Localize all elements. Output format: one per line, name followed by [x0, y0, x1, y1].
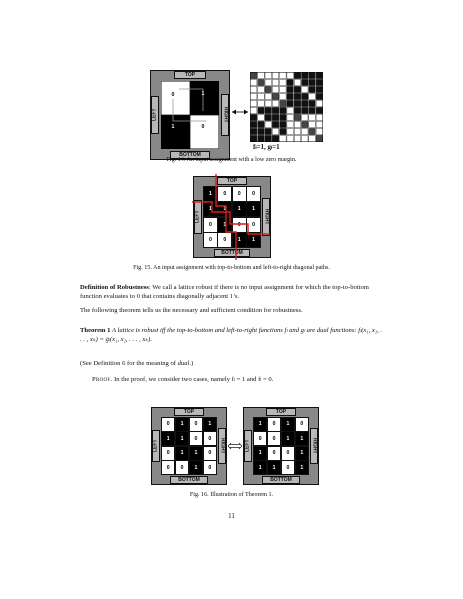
- pixel-cell: [280, 107, 287, 113]
- pixel-cell: [280, 128, 287, 134]
- lattice-cell: 1: [254, 418, 266, 431]
- pixel-cell: [265, 79, 272, 85]
- proof-paragraph: [92, 375, 397, 384]
- lattice-cell: 1: [254, 447, 266, 460]
- lattice-cell: 1: [218, 202, 231, 216]
- pixel-cell: [287, 72, 294, 78]
- pixel-cell: [309, 86, 316, 92]
- pixel-cell: [309, 93, 316, 99]
- pixel-cell: [272, 93, 279, 99]
- lattice-cell: 0: [162, 447, 174, 460]
- lattice-cell: 1: [176, 418, 188, 431]
- pixel-cell: [294, 121, 301, 127]
- fig16-right-top-label: TOP: [266, 408, 296, 416]
- pixel-cell: [280, 79, 287, 85]
- lattice-cell: 0: [282, 461, 294, 474]
- pixel-cell: [287, 86, 294, 92]
- fig14-right-label: RIGHT: [221, 94, 229, 136]
- pixel-cell: [302, 72, 309, 78]
- pixel-cell: [294, 93, 301, 99]
- pixel-cell: [272, 128, 279, 134]
- pixel-cell: [258, 114, 265, 120]
- pixel-cell: [294, 107, 301, 113]
- pixel-cell: [258, 121, 265, 127]
- theorem-heading: Theorem 1: [80, 327, 111, 334]
- pixel-cell: [258, 107, 265, 113]
- pixel-cell: [250, 86, 257, 92]
- pixel-cell: [280, 100, 287, 106]
- pixel-cell: [258, 72, 265, 78]
- pixel-cell: [265, 100, 272, 106]
- pixel-cell: [280, 72, 287, 78]
- lattice-cell: 0: [233, 218, 246, 232]
- lattice-cell: 0: [204, 233, 217, 247]
- pixel-cell: [302, 114, 309, 120]
- fig14-top-label: TOP: [174, 71, 206, 79]
- pixel-cell: [265, 107, 272, 113]
- pixel-cell: [302, 100, 309, 106]
- pixel-cell: [294, 72, 301, 78]
- lattice-cell: 1: [247, 202, 260, 216]
- pixel-cell: [294, 114, 301, 120]
- lattice-cell: 1: [254, 461, 266, 474]
- pixel-cell: [258, 128, 265, 134]
- pixel-cell: [316, 107, 323, 113]
- lattice-cell: 1: [233, 202, 246, 216]
- fig16-left-right-label: RIGHT: [218, 428, 226, 464]
- pixel-cell: [258, 93, 265, 99]
- pixel-cell: [250, 100, 257, 106]
- pixel-cell: [265, 72, 272, 78]
- pixel-cell: [302, 128, 309, 134]
- lattice-cell: 0: [204, 447, 216, 460]
- pixel-cell: [287, 79, 294, 85]
- page-number: 11: [228, 512, 235, 520]
- pixel-cell: [280, 114, 287, 120]
- pixel-cell: [302, 135, 309, 141]
- lattice-cell: 0: [218, 187, 231, 201]
- see-def-italic: dual: [177, 360, 190, 367]
- fig16-right-cell-grid: [253, 417, 309, 475]
- pixel-cell: [265, 86, 272, 92]
- lattice-cell: 1: [204, 202, 217, 216]
- fig14-quadrant-value: 0: [171, 92, 175, 98]
- pixel-cell: [265, 93, 272, 99]
- lattice-cell: 0: [190, 432, 202, 445]
- pixel-cell: [287, 114, 294, 120]
- pixel-cell: [272, 135, 279, 141]
- theorem-intro: The following theorem tells us the necessary and sufficient condition for robustness.: [80, 307, 303, 314]
- pixel-cell: [250, 79, 257, 85]
- fig16-right-left-label: LEFT: [244, 430, 252, 462]
- lattice-cell: 1: [190, 461, 202, 474]
- theorem-paragraph: [80, 326, 385, 344]
- lattice-cell: 0: [247, 218, 260, 232]
- lattice-cell: 0: [268, 418, 280, 431]
- lattice-cell: 0: [176, 461, 188, 474]
- pixel-cell: [316, 79, 323, 85]
- lattice-cell: 1: [162, 432, 174, 445]
- pixel-cell: [265, 128, 272, 134]
- fig14-pixel-grid: [250, 72, 323, 142]
- pixel-cell: [316, 86, 323, 92]
- fig16-right-right-label: RIGHT: [310, 428, 318, 464]
- lattice-cell: 0: [268, 447, 280, 460]
- pixel-cell: [302, 86, 309, 92]
- pixel-cell: [287, 121, 294, 127]
- pixel-cell: [280, 93, 287, 99]
- pixel-cell: [294, 100, 301, 106]
- pixel-cell: [309, 121, 316, 127]
- pixel-cell: [250, 121, 257, 127]
- pixel-cell: [302, 93, 309, 99]
- lattice-cell: 1: [190, 447, 202, 460]
- pixel-cell: [287, 107, 294, 113]
- lattice-cell: 0: [162, 418, 174, 431]
- lattice-cell: 1: [282, 418, 294, 431]
- lattice-cell: 0: [282, 447, 294, 460]
- fig15-top-label: TOP: [217, 177, 247, 185]
- fig14-bottom-label: BOTTOM: [170, 151, 210, 159]
- pixel-cell: [250, 128, 257, 134]
- double-arrow-icon: [230, 107, 250, 117]
- lattice-cell: 1: [204, 418, 216, 431]
- pixel-cell: [287, 135, 294, 141]
- pixel-cell: [258, 135, 265, 141]
- lattice-cell: 1: [296, 461, 308, 474]
- definition-paragraph: [80, 283, 385, 301]
- pixel-cell: [280, 121, 287, 127]
- pixel-cell: [272, 114, 279, 120]
- theorem-text: A lattice is robust iff the top-to-bottom and left-to-right functions fₗ and gₗ are dual functions: fₗ(x₁, x₂, . . . , xₖ) = ḡₗ(x₁, x₂, . . . , xₖ).: [80, 327, 383, 343]
- pixel-cell: [316, 121, 323, 127]
- lattice-cell: 1: [268, 461, 280, 474]
- pixel-cell: [316, 100, 323, 106]
- pixel-cell: [309, 128, 316, 134]
- pixel-cell: [272, 86, 279, 92]
- fig16-left-bottom-label: BOTTOM: [170, 476, 208, 484]
- pixel-cell: [272, 79, 279, 85]
- definition-reference: [80, 359, 385, 368]
- pixel-cell: [302, 107, 309, 113]
- pixel-cell: [316, 128, 323, 134]
- lattice-cell: 1: [282, 432, 294, 445]
- see-def-text: (See Definition 6 for the meaning of: [80, 360, 178, 367]
- pixel-cell: [302, 121, 309, 127]
- pixel-cell: [294, 128, 301, 134]
- fig16-left-top-label: TOP: [174, 408, 204, 416]
- fig16-caption: Fig. 16. Illustration of Theorem 1.: [189, 492, 274, 498]
- lattice-cell: 0: [247, 187, 260, 201]
- fig14-left-label: LEFT: [151, 96, 159, 134]
- lattice-cell: 0: [296, 418, 308, 431]
- fig16-left-cell-grid: [161, 417, 217, 475]
- lattice-cell: 0: [162, 461, 174, 474]
- lattice-cell: 1: [218, 218, 231, 232]
- fig14-caption: Fig. 14. An input assignment with a low zero margin.: [166, 157, 297, 163]
- pixel-cell: [250, 72, 257, 78]
- pixel-cell: [309, 114, 316, 120]
- lattice-cell: 0: [204, 218, 217, 232]
- pixel-cell: [316, 72, 323, 78]
- pixel-cell: [265, 135, 272, 141]
- pixel-cell: [272, 72, 279, 78]
- definition-text: : We call a lattice robust if there is no input assignment for which the top-to-bottom function evaluates to 0 that contains diagonally adjacent 1’s.: [80, 284, 369, 300]
- lattice-cell: 1: [296, 432, 308, 445]
- pixel-cell: [265, 114, 272, 120]
- fig16-right-bottom-label: BOTTOM: [262, 476, 300, 484]
- fig15-diagonal-paths: [190, 172, 280, 262]
- dual-arrow-icon: [227, 441, 243, 451]
- pixel-cell: [272, 121, 279, 127]
- pixel-cell: [316, 114, 323, 120]
- pixel-cell: [309, 79, 316, 85]
- fig16-left-left-label: LEFT: [152, 430, 160, 462]
- pixel-cell: [309, 135, 316, 141]
- pixel-cell: [316, 135, 323, 141]
- fig15-left-label: LEFT: [194, 200, 202, 234]
- lattice-cell: 0: [254, 432, 266, 445]
- fig15-caption: Fig. 15. An input assignment with top-to-bottom and left-to-right diagonal paths.: [133, 265, 330, 271]
- pixel-cell: [302, 79, 309, 85]
- pixel-cell: [294, 79, 301, 85]
- fig14-quadrant-value: 1: [201, 91, 205, 97]
- pixel-cell: [287, 128, 294, 134]
- pixel-cell: [287, 100, 294, 106]
- pixel-cell: [294, 86, 301, 92]
- lattice-cell: 0: [268, 432, 280, 445]
- fig15-bottom-label: BOTTOM: [214, 249, 250, 257]
- pixel-cell: [309, 72, 316, 78]
- fig14-formula: fₗ=1, gₗ=1: [253, 143, 280, 151]
- lattice-cell: 0: [204, 461, 216, 474]
- definition-heading: Definition of Robustness: [80, 284, 149, 291]
- lattice-cell: 1: [176, 432, 188, 445]
- lattice-cell: 1: [233, 233, 246, 247]
- see-def-end: .): [189, 360, 194, 367]
- pixel-cell: [309, 100, 316, 106]
- lattice-cell: 1: [247, 233, 260, 247]
- pixel-cell: [250, 107, 257, 113]
- lattice-cell: 1: [204, 187, 217, 201]
- fig14-quadrant-value: 1: [171, 124, 175, 130]
- fig15-right-label: RIGHT: [262, 198, 270, 236]
- lattice-cell: 1: [176, 447, 188, 460]
- pixel-cell: [280, 135, 287, 141]
- lattice-cell: 0: [233, 187, 246, 201]
- pixel-cell: [258, 79, 265, 85]
- pixel-cell: [316, 93, 323, 99]
- pixel-cell: [309, 107, 316, 113]
- lattice-cell: 0: [218, 233, 231, 247]
- pixel-cell: [272, 107, 279, 113]
- lattice-cell: 0: [190, 418, 202, 431]
- pixel-cell: [265, 121, 272, 127]
- pixel-cell: [294, 135, 301, 141]
- lattice-cell: 0: [204, 432, 216, 445]
- proof-label: Proof.: [92, 376, 113, 383]
- pixel-cell: [287, 93, 294, 99]
- pixel-cell: [272, 100, 279, 106]
- lattice-cell: 1: [296, 447, 308, 460]
- fig14-quadrant-value: 0: [201, 124, 205, 130]
- proof-text: In the proof, we consider two cases, namely fₗ = 1 and fₗ = 0.: [112, 376, 274, 383]
- pixel-cell: [280, 86, 287, 92]
- pixel-cell: [250, 135, 257, 141]
- pixel-cell: [250, 93, 257, 99]
- pixel-cell: [258, 86, 265, 92]
- pixel-cell: [258, 100, 265, 106]
- pixel-cell: [250, 114, 257, 120]
